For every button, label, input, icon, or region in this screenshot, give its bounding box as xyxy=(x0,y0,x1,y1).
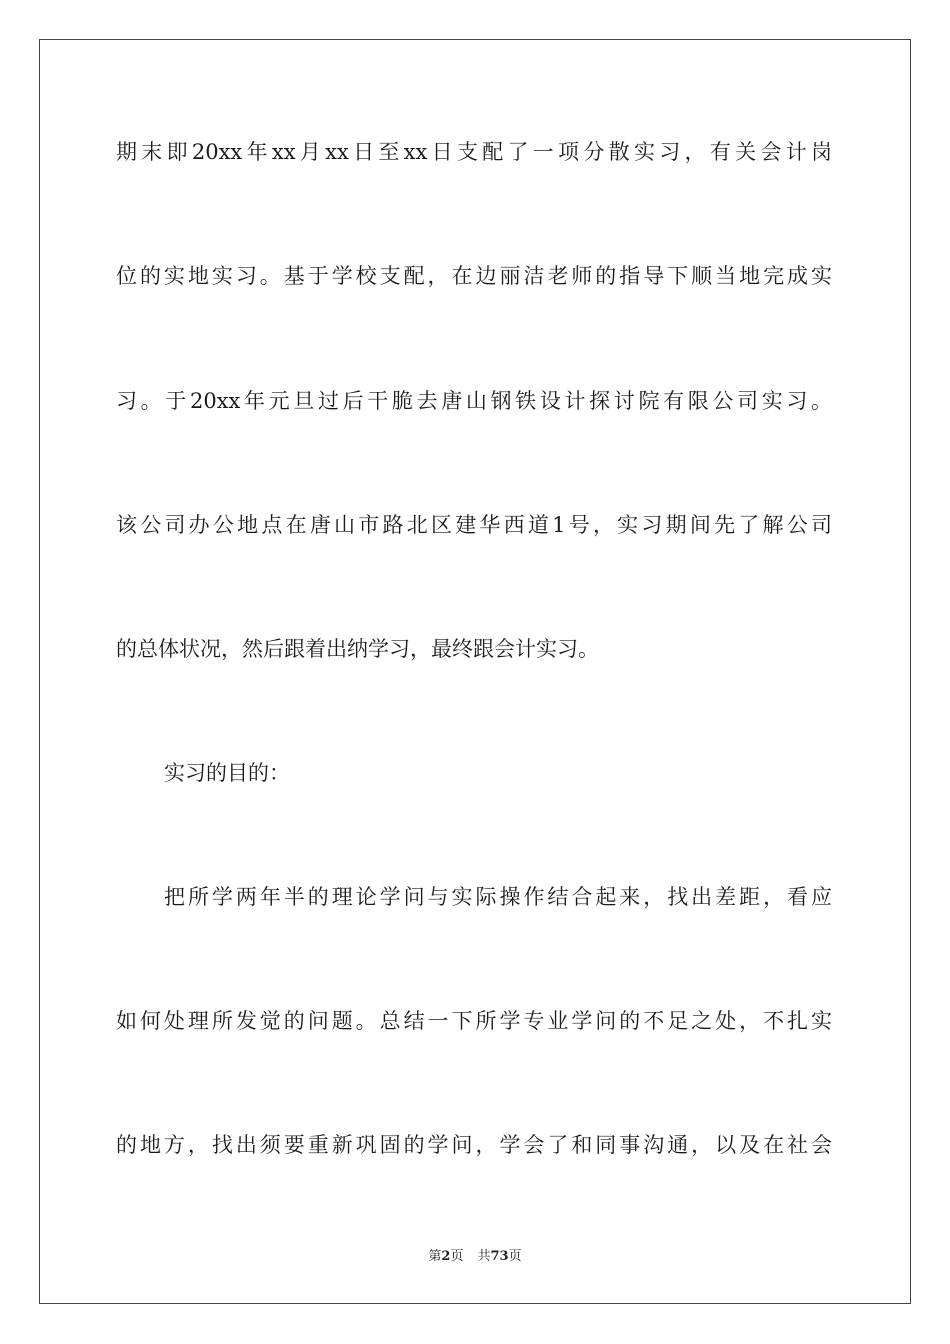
paragraph2-line-2: 如何处理所发觉的问题。总结一下所学专业学问的不足之处，不扎实 xyxy=(116,1009,832,1033)
body-line-1: 期末即20xx年xx月xx日至xx日支配了一项分散实习，有关会计岗 xyxy=(116,140,832,164)
footer-total-suffix: 页 xyxy=(508,1249,522,1264)
footer-page-suffix: 页 xyxy=(450,1249,464,1264)
footer-page-current: 2 xyxy=(441,1249,451,1264)
body-line-3: 习。于20xx年元旦过后干脆去唐山钢铁设计探讨院有限公司实习。 xyxy=(116,389,832,413)
body-line-4: 该公司办公地点在唐山市路北区建华西道1号，实习期间先了解公司 xyxy=(116,513,832,537)
footer-page-prefix: 第 xyxy=(428,1249,442,1264)
footer-page-total: 73 xyxy=(490,1249,509,1264)
paragraph2-line-1: 把所学两年半的理论学问与实际操作结合起来，找出差距，看应 xyxy=(164,885,832,909)
body-line-5: 的总体状况，然后跟着出纳学习，最终跟会计实习。 xyxy=(116,637,599,661)
page-footer xyxy=(0,1248,950,1266)
page-frame xyxy=(39,39,911,1304)
footer-total-prefix: 共 xyxy=(477,1249,491,1264)
section-heading: 实习的目的： xyxy=(164,761,290,785)
body-line-2: 位的实地实习。基于学校支配，在边丽洁老师的指导下顺当地完成实 xyxy=(116,264,832,288)
paragraph2-line-3: 的地方，找出须要重新巩固的学问，学会了和同事沟通，以及在社会 xyxy=(116,1133,832,1157)
